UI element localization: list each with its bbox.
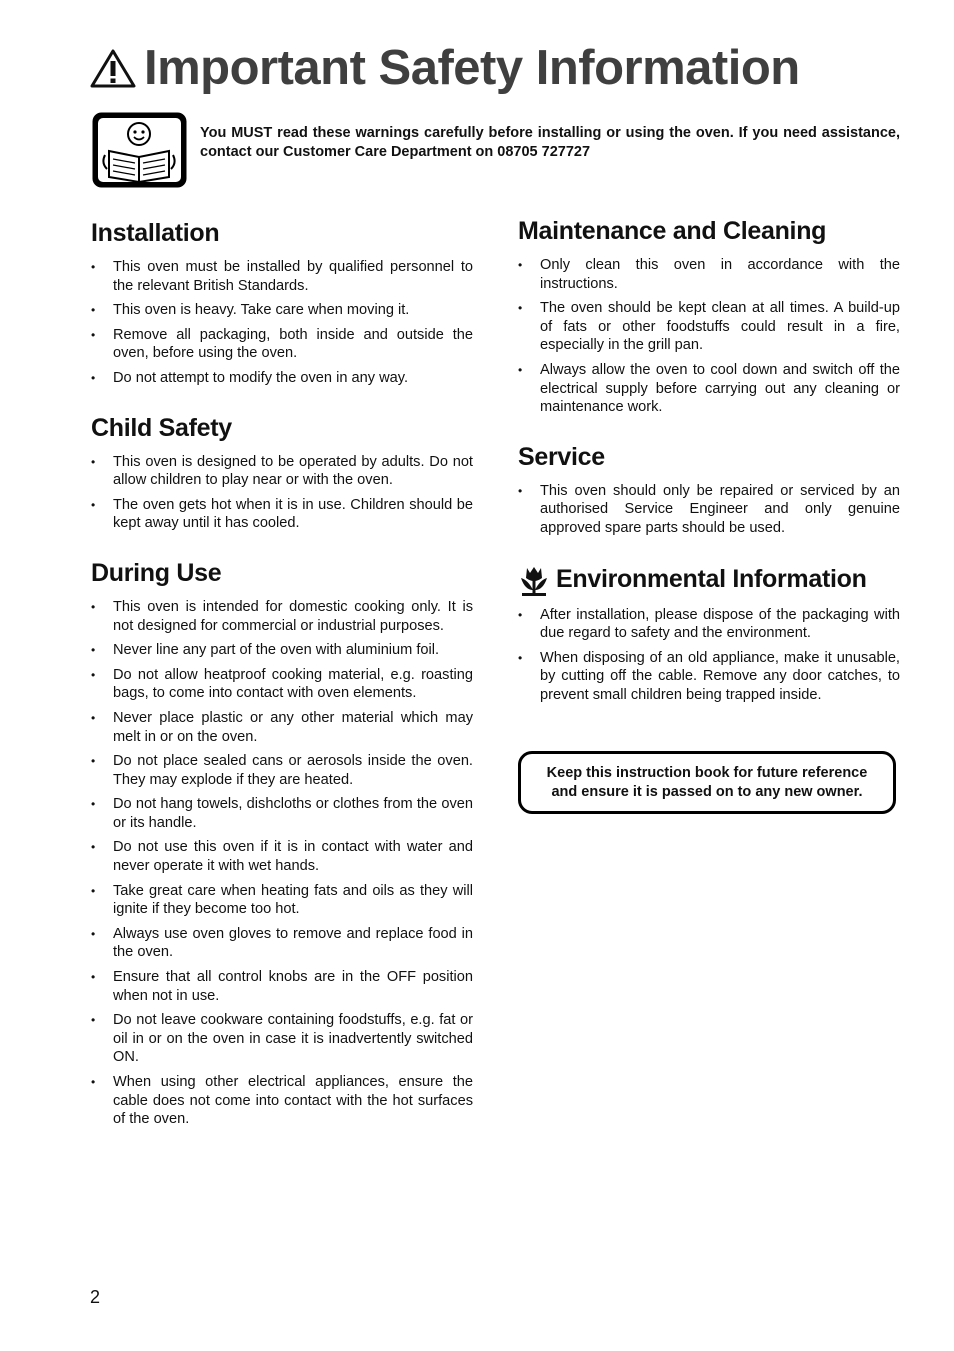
list-item: • The oven should be kept clean at all times. A build-up of fats or other foodstuffs could result in a fire, especially in the grill pan.	[518, 299, 900, 355]
maintenance-list	[518, 256, 900, 417]
during-use-section	[91, 559, 473, 1129]
intro-warning: You MUST read these warnings carefully before installing or using the oven. If you need assistance, contact our Customer Care Department on 08705 727727	[200, 125, 900, 160]
during-use-heading: During Use	[91, 558, 222, 587]
list-item: • Remove all packaging, both inside and outside the oven, before using the oven.	[91, 326, 473, 363]
left-column	[91, 219, 473, 1155]
list-item: • When using other electrical appliances, ensure the cable does not come into contact with the hot surfaces of the oven.	[91, 1073, 473, 1129]
child-safety-section	[91, 414, 473, 533]
list-item: • Always allow the oven to cool down and switch off the electrical supply before carrying out any cleaning or maintenance work.	[518, 361, 900, 417]
list-item: • Do not allow heatproof cooking material, e.g. roasting bags, to come into contact with oven elements.	[91, 666, 473, 703]
environment-flower-icon	[518, 564, 550, 596]
title-text: Important Safety Information	[144, 41, 800, 95]
environmental-heading: Environmental Information	[556, 565, 867, 594]
environmental-section	[518, 564, 900, 705]
service-section	[518, 443, 900, 538]
maintenance-heading: Maintenance and Cleaning	[518, 217, 827, 245]
page-title	[90, 40, 800, 96]
keep-note-line-1: Keep this instruction book for future reference	[546, 764, 868, 781]
list-item: • Do not leave cookware containing foodstuffs, e.g. fat or oil in or on the oven in case it is inadvertently switched ON.	[91, 1011, 473, 1067]
list-item: • Take great care when heating fats and oils as they will ignite if they become too hot.	[91, 882, 473, 919]
list-item: • Only clean this oven in accordance with the instructions.	[518, 256, 900, 293]
list-item: • Do not attempt to modify the oven in any way.	[91, 369, 473, 388]
list-item: • This oven should only be repaired or serviced by an authorised Service Engineer and only genuine approved spare parts should be used.	[518, 482, 900, 538]
installation-heading: Installation	[91, 219, 220, 247]
keep-instructions-note	[518, 751, 896, 814]
list-item: • When disposing of an old appliance, make it unusable, by cutting off the cable. Remove any door catches, to prevent small children being trapped inside.	[518, 649, 900, 705]
installation-section	[91, 219, 473, 388]
environmental-list	[518, 606, 900, 705]
list-item: • After installation, please dispose of the packaging with due regard to safety and the environment.	[518, 606, 900, 643]
list-item: • This oven is heavy. Take care when moving it.	[91, 301, 473, 320]
right-column	[518, 217, 900, 731]
service-heading: Service	[518, 442, 605, 471]
warning-triangle-icon	[90, 48, 136, 88]
list-item: • This oven is intended for domestic cooking only. It is not designed for commercial or industrial purposes.	[91, 598, 473, 635]
environmental-header	[518, 564, 900, 596]
list-item: • Ensure that all control knobs are in the OFF position when not in use.	[91, 968, 473, 1005]
list-item: • This oven is designed to be operated by adults. Do not allow children to play near or with the oven.	[91, 453, 473, 490]
service-list	[518, 482, 900, 538]
list-item: • Do not use this oven if it is in contact with water and never operate it with wet hands.	[91, 838, 473, 875]
page-number: 2	[90, 1287, 101, 1307]
list-item: • Do not place sealed cans or aerosols inside the oven. They may explode if they are heated.	[91, 752, 473, 789]
list-item: • Never line any part of the oven with aluminium foil.	[91, 641, 473, 660]
child-safety-heading: Child Safety	[91, 413, 232, 442]
installation-list	[91, 258, 473, 388]
list-item: • Do not hang towels, dishcloths or clothes from the oven or its handle.	[91, 795, 473, 832]
maintenance-section	[518, 217, 900, 417]
during-use-list	[91, 598, 473, 1129]
read-manual-icon	[91, 111, 188, 189]
list-item: • The oven gets hot when it is in use. Children should be kept away until it has cooled.	[91, 496, 473, 533]
keep-note-line-2: and ensure it is passed on to any new owner.	[551, 783, 863, 800]
child-safety-list	[91, 453, 473, 533]
list-item: • This oven must be installed by qualified personnel to the relevant British Standards.	[91, 258, 473, 295]
list-item: • Always use oven gloves to remove and replace food in the oven.	[91, 925, 473, 962]
list-item: • Never place plastic or any other material which may melt in or on the oven.	[91, 709, 473, 746]
